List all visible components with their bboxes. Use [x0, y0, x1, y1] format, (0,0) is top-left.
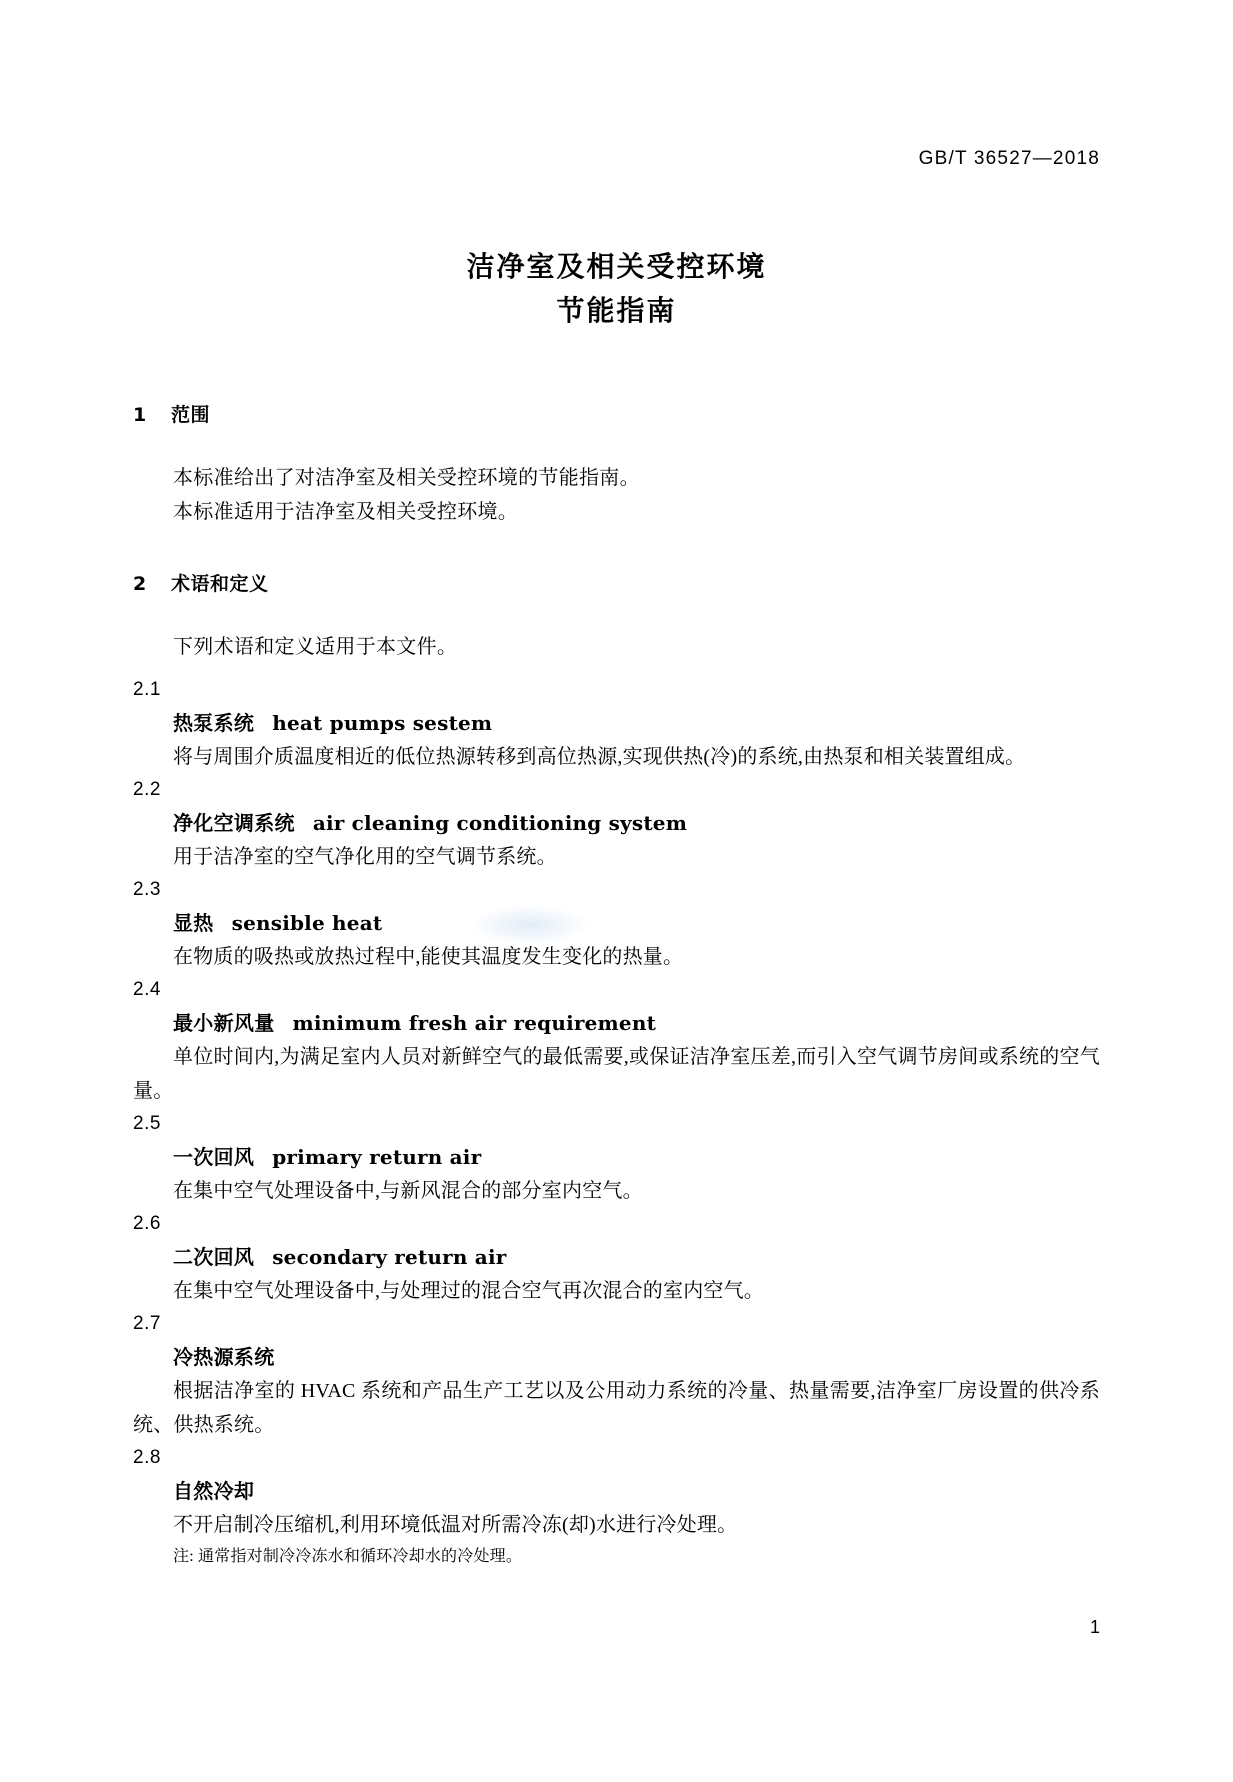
term-title-2-8	[133, 1474, 1100, 1508]
term-cn-2-6: 二次回风	[173, 1245, 255, 1269]
term-cn-2-8: 自然冷却	[173, 1479, 255, 1503]
term-definition-2-2: 用于洁净室的空气净化用的空气调节系统。	[173, 846, 557, 868]
term-en-2-5: primary return air	[272, 1145, 482, 1169]
term-cn-2-3: 显热	[173, 911, 214, 935]
term-en-2-2: air cleaning conditioning system	[312, 811, 688, 835]
term-definition-2-6: 在集中空气处理设备中,与处理过的混合空气再次混合的室内空气。	[173, 1280, 764, 1302]
clause-1-paragraph-2: 本标准适用于洁净室及相关受控环境。	[173, 501, 519, 523]
term-number-2-7: 2.7	[133, 1313, 161, 1334]
term-number-2-1: 2.1	[133, 679, 161, 700]
term-definition-2-1: 将与周围介质温度相近的低位热源转移到高位热源,实现供热(冷)的系统,由热泵和相关装置组成。	[173, 746, 1026, 768]
term-cn-2-1: 热泵系统	[173, 711, 255, 735]
term-number-2-5: 2.5	[133, 1113, 161, 1134]
term-title-2-7	[133, 1340, 1100, 1374]
title-line-2: 节能指南	[556, 294, 677, 327]
term-title-2-6	[133, 1240, 1100, 1274]
term-en-2-1: heat pumps sestem	[272, 711, 493, 735]
clause-number-2: 2	[133, 573, 147, 595]
term-cn-2-7: 冷热源系统	[173, 1345, 275, 1369]
term-number-2-2: 2.2	[133, 779, 161, 800]
clause-heading-1	[133, 400, 1100, 427]
term-number-2-8: 2.8	[133, 1447, 161, 1468]
page-content	[133, 0, 1100, 1782]
term-definition-2-7: 根据洁净室的 HVAC 系统和产品生产工艺以及公用动力系统的冷量、热量需要,洁净室厂房设置的供冷系统、供热系统。	[133, 1380, 1100, 1436]
page-title	[133, 245, 1100, 333]
document-body	[133, 400, 1100, 1572]
clause-1-paragraph-1: 本标准给出了对洁净室及相关受控环境的节能指南。	[173, 467, 640, 489]
term-en-2-8	[254, 1479, 272, 1503]
term-en-2-6: secondary return air	[272, 1245, 507, 1269]
term-note-2-8: 注: 通常指对制冷冷冻水和循环冷却水的冷处理。	[173, 1548, 523, 1565]
clause-title-2: 术语和定义	[171, 573, 269, 595]
term-number-2-6: 2.6	[133, 1213, 161, 1234]
clause-heading-2	[133, 569, 1100, 596]
clause-number-1: 1	[133, 404, 147, 426]
term-number-2-3: 2.3	[133, 879, 161, 900]
term-definition-2-5: 在集中空气处理设备中,与新风混合的部分室内空气。	[173, 1180, 643, 1202]
term-title-2-1	[133, 706, 1100, 740]
standard-number: GB/T 36527—2018	[918, 148, 1100, 169]
term-title-2-5	[133, 1140, 1100, 1174]
term-en-2-4: minimum fresh air requirement	[292, 1011, 657, 1035]
term-definition-2-3: 在物质的吸热或放热过程中,能使其温度发生变化的热量。	[173, 946, 684, 968]
term-en-2-3: sensible heat	[231, 911, 383, 935]
term-title-2-3	[133, 906, 1100, 940]
term-en-2-7	[275, 1345, 293, 1369]
term-cn-2-5: 一次回风	[173, 1145, 255, 1169]
term-number-2-4: 2.4	[133, 979, 161, 1000]
title-line-1: 洁净室及相关受控环境	[466, 250, 767, 283]
term-definition-2-4: 单位时间内,为满足室内人员对新鲜空气的最低需要,或保证洁净室压差,而引入空气调节房间或系统的空气量。	[133, 1046, 1100, 1102]
term-title-2-2	[133, 806, 1100, 840]
term-definition-2-8: 不开启制冷压缩机,利用环境低温对所需冷冻(却)水进行冷处理。	[173, 1514, 738, 1536]
clause-2-paragraph-1: 下列术语和定义适用于本文件。	[173, 636, 458, 658]
term-title-2-4	[133, 1006, 1100, 1040]
clause-title-1: 范围	[171, 404, 211, 426]
term-cn-2-4: 最小新风量	[173, 1011, 275, 1035]
term-cn-2-2: 净化空调系统	[173, 811, 295, 835]
page-number: 1	[1089, 1617, 1100, 1637]
